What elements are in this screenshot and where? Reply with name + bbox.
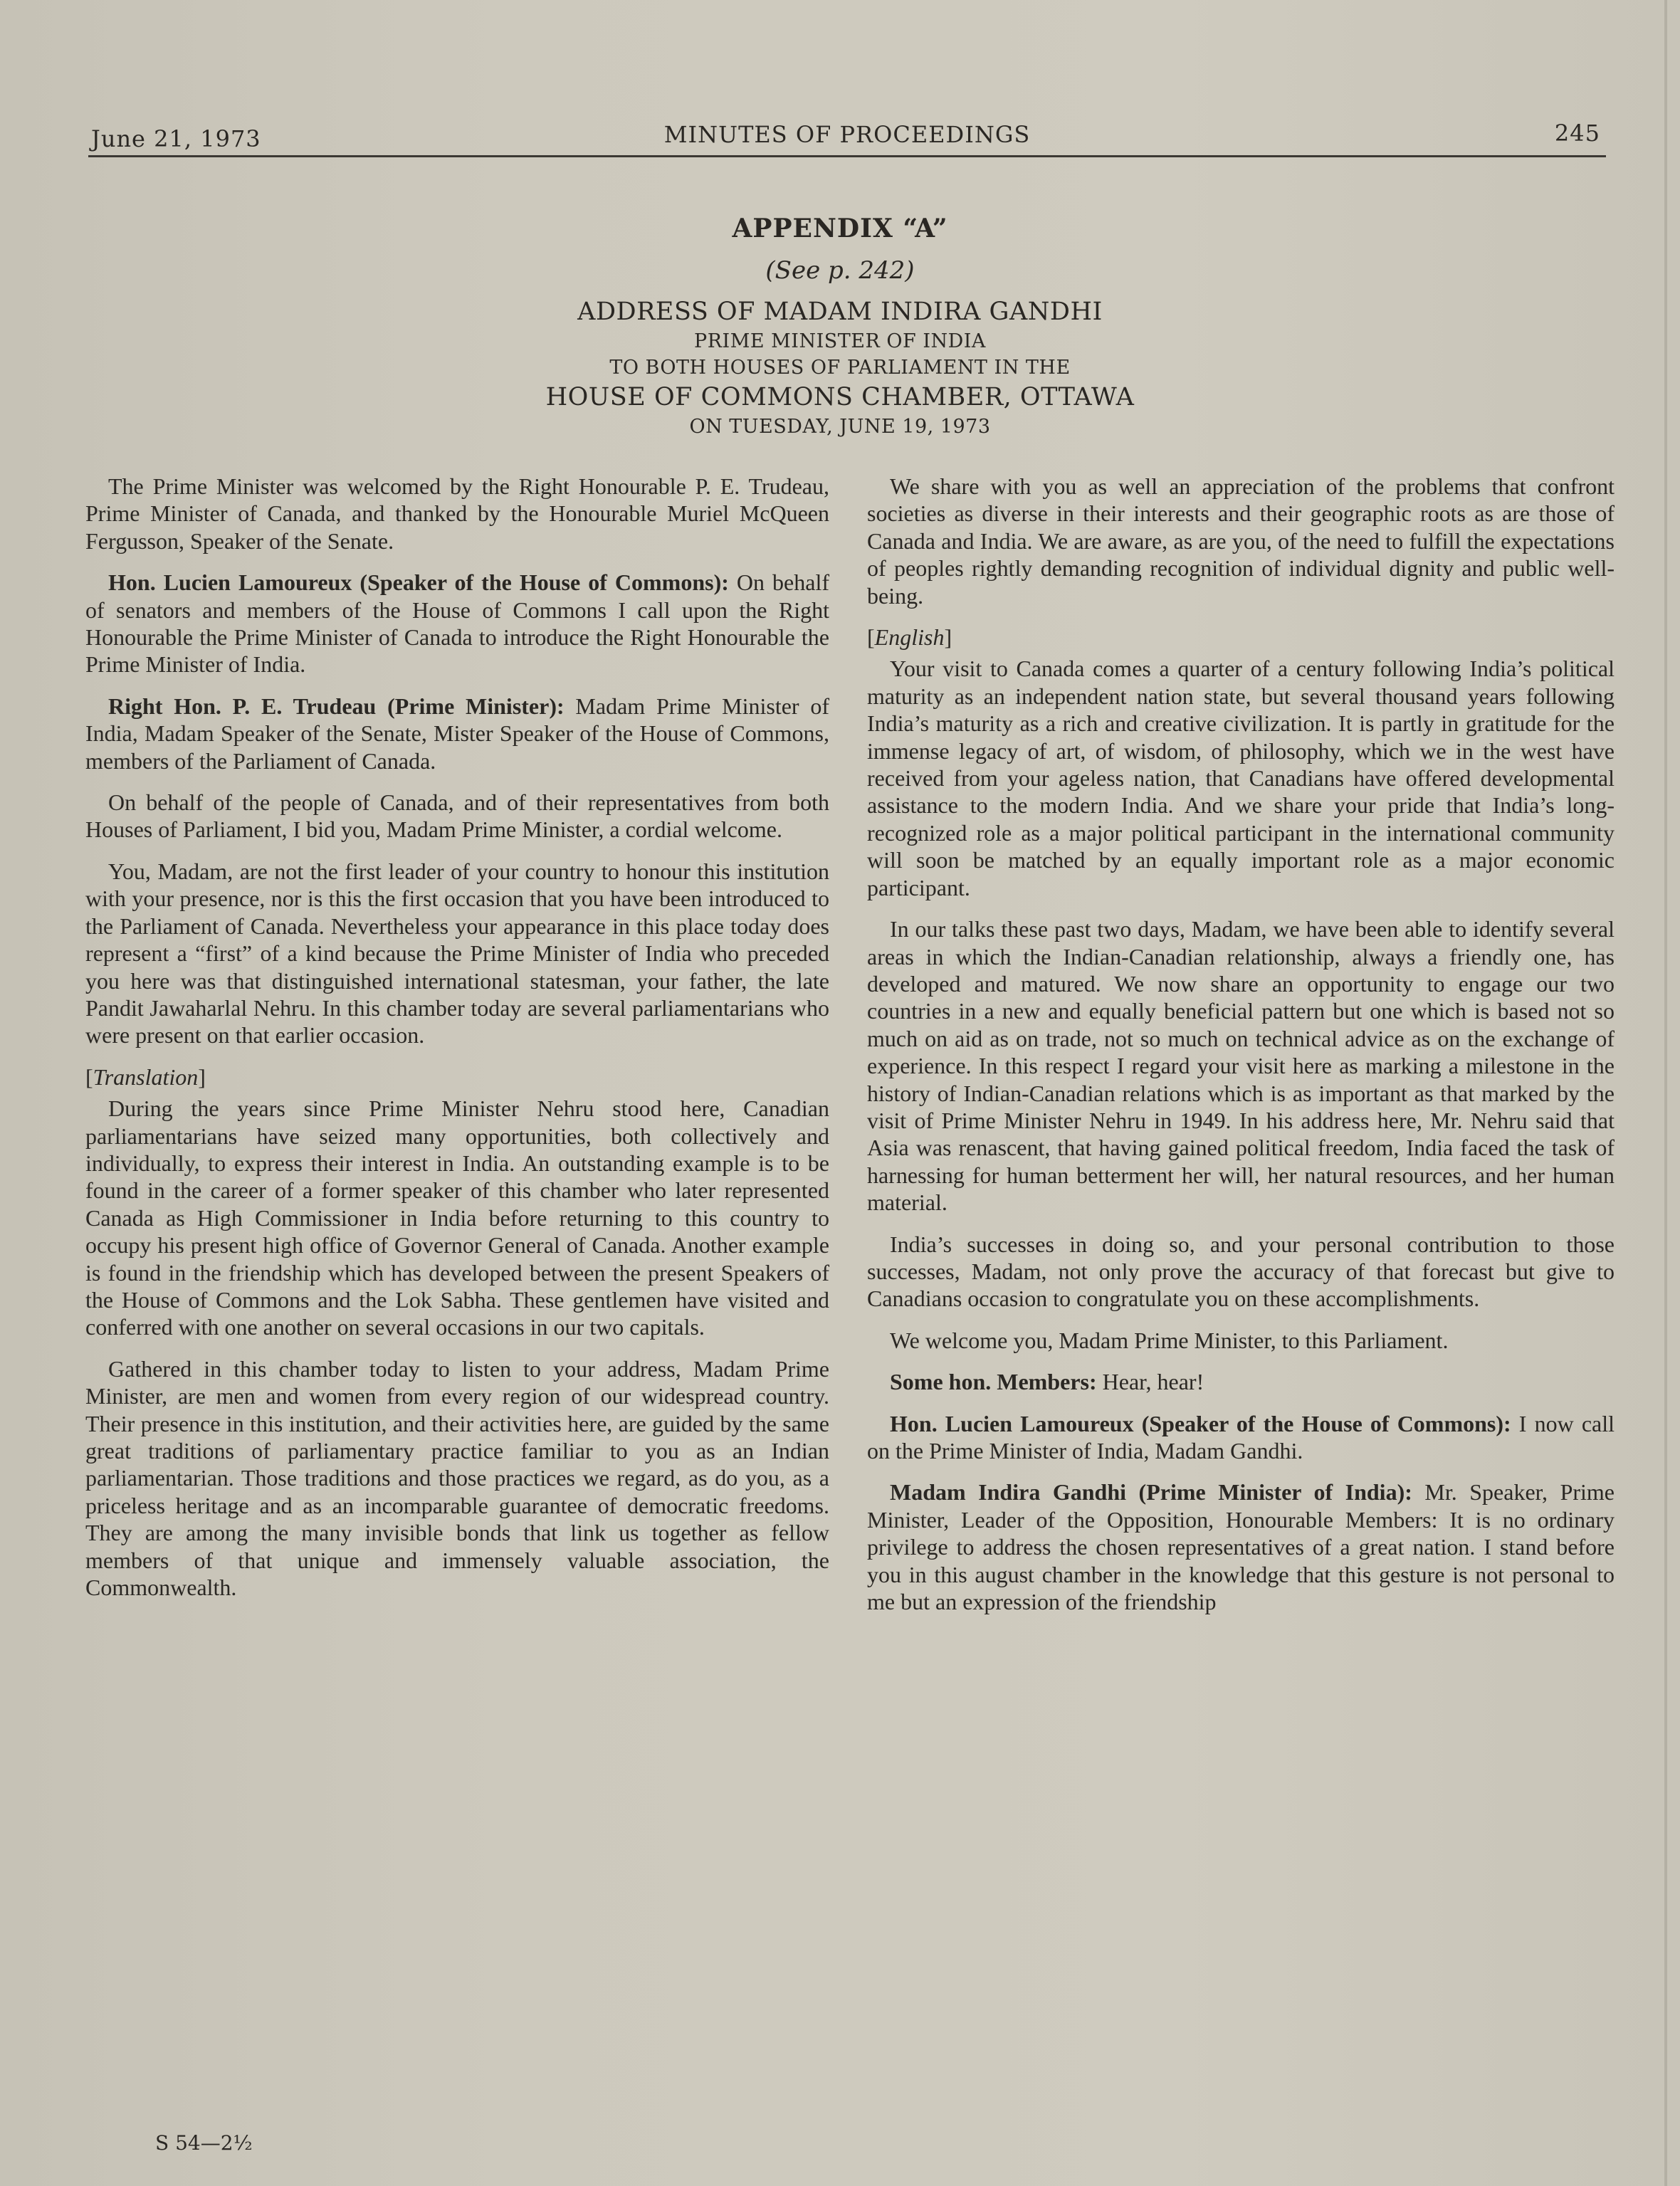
speaker-name: Hon. Lucien Lamoureux (Speaker of the House of Commons):	[108, 569, 729, 596]
paragraph	[85, 693, 829, 774]
speaker-role: PRIME MINISTER OF INDIA	[694, 330, 986, 352]
header-title: MINUTES OF PROCEEDINGS	[663, 121, 1031, 148]
paragraph	[867, 1410, 1615, 1465]
footer-signature: S 54—2½	[155, 2131, 253, 2155]
speaker-name: Right Hon. P. E. Trudeau (Prime Minister):	[108, 693, 565, 719]
header-date: June 21, 1973	[91, 125, 261, 152]
paragraph: Gathered in this chamber today to listen to your address, Madam Prime Minister, are men and women from every region of our widespread country. Their presence in this institution, and their activities here, are guided by the same great traditions of parliamentary practice familiar to you as an Indian parliamentarian. Those traditions and those practices we regard, as do you, as a priceless heritage and as an incomparable guarantee of democratic freedoms. They are among the many invisible bonds that link us together as fellow members of that unique and immensely valuable association, the Commonwealth.	[85, 1355, 829, 1601]
left-column	[85, 473, 829, 1615]
paragraph	[867, 1478, 1615, 1615]
speaker-name: Some hon. Members:	[890, 1369, 1097, 1395]
speaker-name: Hon. Lucien Lamoureux (Speaker of the House of Commons):	[890, 1410, 1511, 1436]
paragraph: We share with you as well an appreciation of the problems that confront societies as diverse in their interests and their geographic roots as are those of Canada and India. We are aware, as are you, of the need to fulfill the expectations of peoples rightly demanding recognition of individual dignity and public well-being.	[867, 473, 1615, 609]
date-line: ON TUESDAY, JUNE 19, 1973	[689, 416, 991, 438]
speech-text: Mr. Speaker, Prime Minister, Leader of the Opposition, Honourable Members: It is no ordinary privilege to address the chosen representatives of a great nation. I stand before you in this august chamber in the knowledge that this gesture is not personal to me but an expression of the friendship	[867, 1479, 1615, 1615]
paragraph: During the years since Prime Minister Nehru stood here, Canadian parliamentarians have seized many opportunities, both collectively and individually, to express their interest in India. An outstanding example is to be found in the career of a former speaker of this chamber who later represented Canada as High Commissioner in India before returning to this country to occupy his present high office of Governor General of Canada. Another example is found in the friendship which has developed between the present Speakers of the House of Commons and the Lok Sabha. These gentlemen have visited and conferred with one another on several occasions in our two capitals.	[85, 1095, 829, 1340]
speech-text: Madam Prime Minister of India, Madam Speaker of the Senate, Mister Speaker of the House of Commons, members of the Parliament of Canada.	[85, 693, 830, 774]
appendix-heading	[0, 214, 1680, 438]
paragraph: India’s successes in doing so, and your personal contribution to those successes, Madam, not only prove the accuracy of that forecast but give to Canadians occasion to congratulate you on these accomplishments.	[867, 1231, 1615, 1312]
speech-text: Hear, hear!	[1096, 1369, 1204, 1395]
language-tag: [Translation]	[85, 1063, 206, 1090]
paragraph: Your visit to Canada comes a quarter of a century following India’s political maturity as an independent nation state, but several thousand years following India’s maturity as a rich and creative civilization. It is partly in gratitude for the immense legacy of art, of wisdom, of philosophy, which we in the west have received from your ageless nation, that Canadians have offered developmental assistance to the modern India. And we share your pride that India’s long-recognized role as a major political participant in the international community will soon be matched by an equally important role as a major economic participant.	[867, 656, 1615, 900]
page-number: 245	[1554, 120, 1600, 147]
running-header	[88, 120, 1606, 157]
language-tag: [English]	[867, 624, 952, 651]
venue-line: HOUSE OF COMMONS CHAMBER, OTTAWA	[545, 383, 1135, 411]
language-tag-label: Translation	[93, 1063, 199, 1090]
speech-text: On behalf of senators and members of the House of Commons I call upon the Right Honourable the Prime Minister of Canada to introduce the Right Honourable the Prime Minister of India.	[85, 569, 830, 678]
appendix-title: APPENDIX “A”	[732, 214, 948, 243]
paragraph: You, Madam, are not the first leader of your country to honour this institution with your presence, nor is this the first occasion that you have been introduced to the Parliament of Canada. Nevertheless your appearance in this place today does represent a “first” of a kind because the Prime Minister of India who preceded you here was that distinguished international statesman, your father, the late Pandit Jawaharlal Nehru. In this chamber today are several parliamentarians who were present on that earlier occasion.	[85, 858, 829, 1049]
address-title: ADDRESS OF MADAM INDIRA GANDHI	[577, 298, 1103, 326]
paragraph: The Prime Minister was welcomed by the Right Honourable P. E. Trudeau, Prime Minister of Canada, and thanked by the Honourable Muriel McQueen Fergusson, Speaker of the Senate.	[85, 473, 829, 554]
page-crease	[1664, 0, 1667, 2186]
paragraph: On behalf of the people of Canada, and of their representatives from both Houses of Parliament, I bid you, Madam Prime Minister, a cordial welcome.	[85, 789, 829, 843]
audience-line: TO BOTH HOUSES OF PARLIAMENT IN THE	[609, 357, 1071, 379]
speech-text: I now call on the Prime Minister of India, Madam Gandhi.	[867, 1410, 1615, 1464]
right-column	[867, 473, 1615, 1629]
see-reference: (See p. 242)	[765, 256, 915, 285]
language-tag-label: English	[874, 624, 945, 651]
paragraph	[85, 569, 829, 678]
paragraph	[867, 1368, 1615, 1395]
speaker-name: Madam Indira Gandhi (Prime Minister of India):	[890, 1479, 1412, 1505]
paragraph: In our talks these past two days, Madam, we have been able to identify several areas in which the Indian-Canadian relationship, always a friendly one, has developed and matured. We now share an opportunity to engage our two countries in a new and equally beneficial pattern but one which is based not so much on aid as on trade, not so much on technical advice as on the exchange of experience. In this respect I regard your visit here as marking a milestone in the history of Indian-Canadian relations which is as important as that marked by the visit of Prime Minister Nehru in 1949. In his address here, Mr. Nehru said that Asia was renascent, that having gained political freedom, India faced the task of harnessing for human betterment her will, her natural resources, and her human material.	[867, 916, 1615, 1216]
paragraph: We welcome you, Madam Prime Minister, to this Parliament.	[890, 1327, 1449, 1353]
